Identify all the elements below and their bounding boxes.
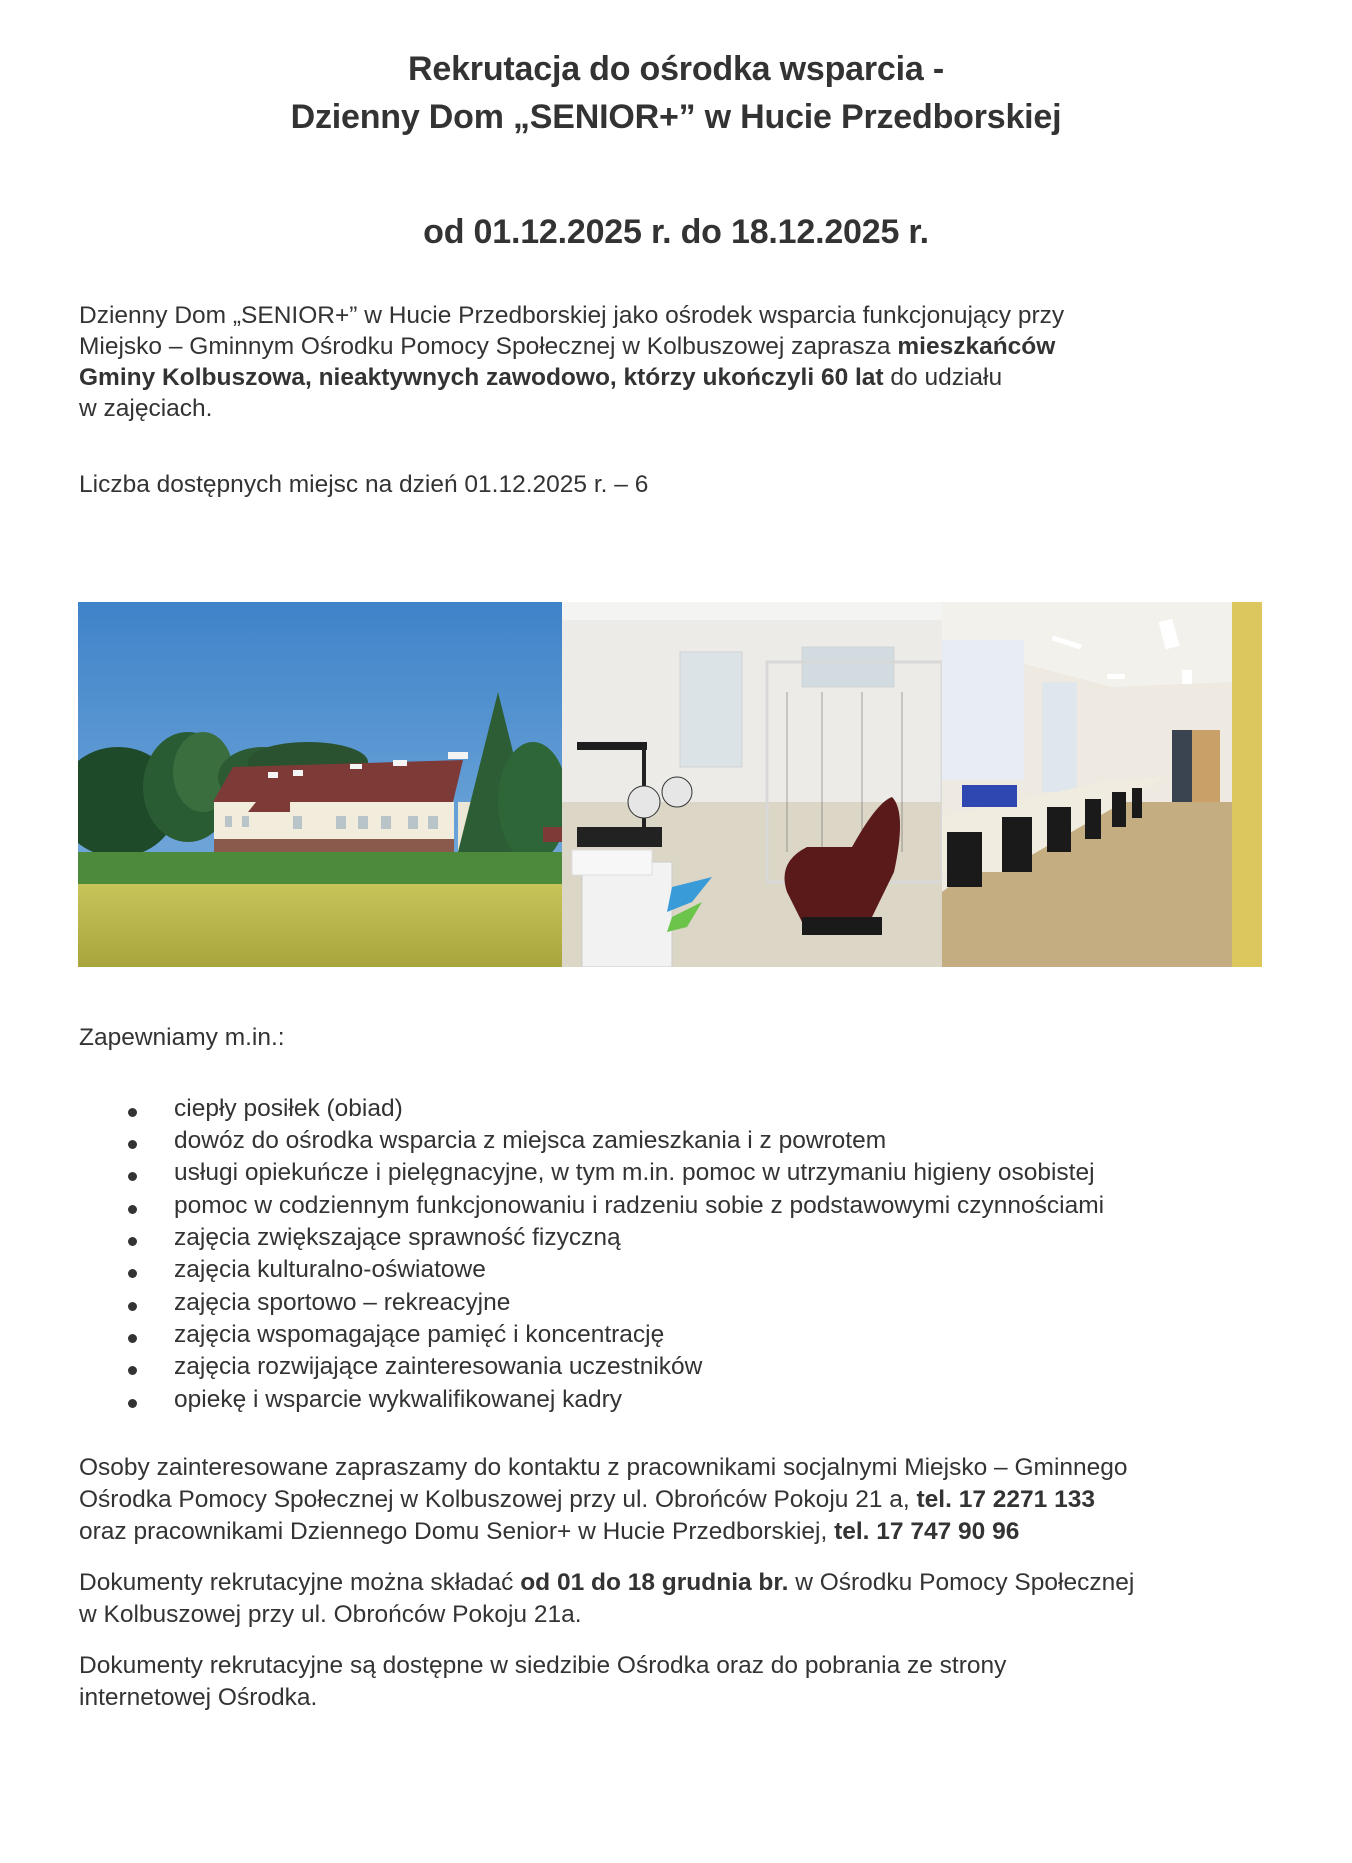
exercise-room-image [562, 602, 942, 967]
intro-line-1: Dzienny Dom „SENIOR+” w Hucie Przedborskiej jako ośrodek wsparcia funkcjonujący przy [79, 302, 1065, 329]
contact-line-2 [79, 1485, 1095, 1515]
services-heading: Zapewniamy m.in.: [79, 1024, 285, 1051]
photo-exercise-room [562, 602, 942, 967]
bullet-icon [128, 1108, 140, 1120]
availability-text: Liczba dostępnych miejsc na dzień 01.12.2025 r. – 6 [79, 471, 649, 498]
intro-line-2-text: Miejsko – Gminnym Ośrodku Pomocy Społecznej w Kolbuszowej zaprasza [79, 333, 898, 360]
contact-line-3 [79, 1517, 1019, 1547]
contact-line-1: Osoby zainteresowane zapraszamy do kontaktu z pracownikami socjalnymi Miejsko – Gminnego [79, 1454, 1128, 1481]
building-exterior-image [78, 602, 562, 967]
title-line-2: Dzienny Dom „SENIOR+” w Hucie Przedborskiej [290, 98, 1062, 136]
bullet-icon [128, 1140, 140, 1152]
bullet-icon [128, 1205, 140, 1217]
documents-availability-line-1: Dokumenty rekrutacyjne są dostępne w siedzibie Ośrodka oraz do pobrania ze strony [79, 1652, 1007, 1679]
intro-line-3 [79, 363, 1002, 393]
list-item-text: usługi opiekuńcze i pielęgnacyjne, w tym m.in. pomoc w utrzymaniu higieny osobistej [174, 1159, 1095, 1186]
documents-line-1-text-b: w Ośrodku Pomocy Społecznej [788, 1569, 1135, 1596]
list-item-text: zajęcia rozwijające zainteresowania uczestników [174, 1353, 703, 1380]
list-item-text: opiekę i wsparcie wykwalifikowanej kadry [174, 1386, 622, 1413]
photo-building-exterior [78, 602, 562, 967]
date-range: od 01.12.2025 r. do 18.12.2025 r. [423, 213, 929, 251]
documents-line-1 [79, 1568, 1134, 1598]
photo-dining-hall [942, 602, 1262, 967]
list-item-text: zajęcia kulturalno-oświatowe [174, 1256, 486, 1283]
contact-line-2-text: Ośrodka Pomocy Społecznej w Kolbuszowej przy ul. Obrońców Pokoju 21 a, [79, 1486, 917, 1513]
bullet-icon [128, 1302, 140, 1314]
list-item-text: ciepły posiłek (obiad) [174, 1095, 403, 1122]
bullet-icon [128, 1334, 140, 1346]
documents-availability-line-2: internetowej Ośrodka. [79, 1684, 318, 1711]
contact-line-3-text: oraz pracownikami Dziennego Domu Senior+ w Hucie Przedborskiej, [79, 1518, 835, 1545]
intro-line-3-text: do udziału [883, 364, 1003, 391]
bullet-icon [128, 1269, 140, 1281]
intro-line-2-bold: mieszkańców [897, 333, 1056, 360]
submission-dates: od 01 do 18 grudnia br. [520, 1569, 789, 1596]
bullet-icon [128, 1237, 140, 1249]
documents-line-1-text-a: Dokumenty rekrutacyjne można składać [79, 1569, 521, 1596]
bullet-icon [128, 1399, 140, 1411]
list-item-text: pomoc w codziennym funkcjonowaniu i radzeniu sobie z podstawowymi czynnościami [174, 1192, 1105, 1219]
intro-line-3-bold: Gminy Kolbuszowa, nieaktywnych zawodowo, którzy ukończyli 60 lat [79, 364, 884, 391]
dining-hall-image [942, 602, 1262, 967]
bullet-icon [128, 1172, 140, 1184]
intro-line-2 [79, 332, 1055, 362]
photo-strip [78, 602, 1262, 967]
documents-line-2: w Kolbuszowej przy ul. Obrońców Pokoju 21a. [79, 1601, 582, 1628]
phone-number-senior: tel. 17 747 90 96 [834, 1518, 1020, 1545]
intro-line-4: w zajęciach. [79, 395, 213, 422]
title-line-1: Rekrutacja do ośrodka wsparcia - [408, 50, 944, 88]
list-item-text: zajęcia wspomagające pamięć i koncentrację [174, 1321, 665, 1348]
list-item-text: zajęcia sportowo – rekreacyjne [174, 1289, 511, 1316]
bullet-icon [128, 1366, 140, 1378]
phone-number-mgops: tel. 17 2271 133 [916, 1486, 1095, 1513]
list-item-text: dowóz do ośrodka wsparcia z miejsca zamieszkania i z powrotem [174, 1127, 887, 1154]
list-item-text: zajęcia zwiększające sprawność fizyczną [174, 1224, 621, 1251]
